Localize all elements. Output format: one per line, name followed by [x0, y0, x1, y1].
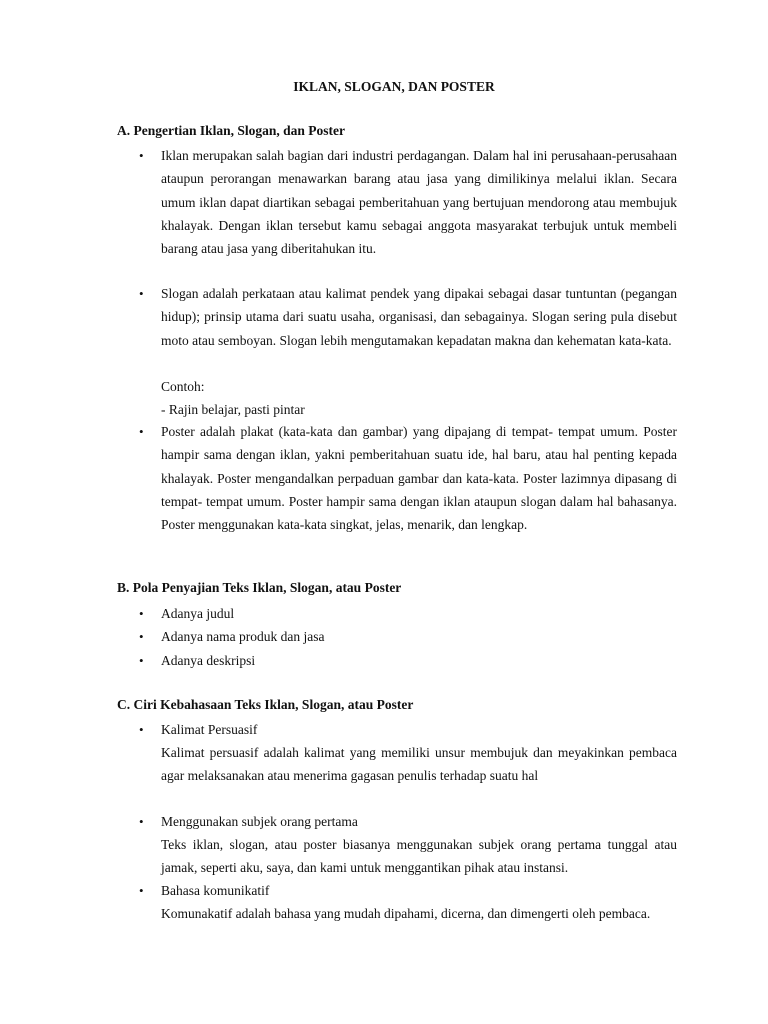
bullet-icon: •: [139, 148, 144, 163]
section-c-heading: C. Ciri Kebahasaan Teks Iklan, Slogan, atau Poster: [117, 697, 414, 712]
list-item-label: Menggunakan subjek orang pertama: [161, 814, 358, 829]
bullet-icon: •: [139, 424, 144, 439]
list-item: Adanya judul: [161, 606, 235, 621]
list-item-text: Teks iklan, slogan, atau poster biasanya menggunakan subjek orang pertama tunggal atau jamak, seperti aku, saya, dan kami untuk menggantikan pihak atau instansi.: [161, 837, 677, 876]
bullet-icon: •: [139, 814, 144, 829]
list-item-label: Bahasa komunikatif: [161, 883, 270, 898]
list-item-label: Kalimat Persuasif: [161, 722, 258, 737]
list-item: Adanya nama produk dan jasa: [161, 629, 325, 644]
bullet-icon: •: [139, 883, 144, 898]
contoh-label: Contoh:: [161, 379, 205, 394]
bullet-icon: •: [139, 722, 144, 737]
list-item-text: Komunakatif adalah bahasa yang mudah dipahami, dicerna, dan dimengerti oleh pembaca.: [161, 906, 651, 921]
iklan-definition: Iklan merupakan salah bagian dari industri perdagangan. Dalam hal ini perusahaan-perusahaan ataupun perorangan menawarkan barang atau jasa yang dimilikinya melalui iklan. Secara umum iklan dapat diartikan sebagai pemberitahuan yang bertujuan mendorong atau membujuk khalayak. Dengan iklan tersebut kamu sebagai anggota masyarakat terbujuk untuk membeli barang atau jasa yang diberitahukan itu.: [161, 148, 677, 257]
contoh-item: - Rajin belajar, pasti pintar: [161, 402, 305, 417]
section-a-heading: A. Pengertian Iklan, Slogan, dan Poster: [117, 123, 346, 138]
slogan-definition: Slogan adalah perkataan atau kalimat pendek yang dipakai sebagai dasar tuntuntan (pegangan hidup); prinsip utama dari suatu usaha, organisasi, dan sebagainya. Slogan sering pula disebut moto atau semboyan. Slogan lebih mengutamakan kepadatan makna dan kehematan kata-kata.: [161, 286, 677, 348]
bullet-icon: •: [139, 606, 144, 621]
list-item-text: Kalimat persuasif adalah kalimat yang memiliki unsur membujuk dan meyakinkan pembaca agar melaksanakan atau menerima gagasan penulis terhadap suatu hal: [161, 745, 677, 784]
bullet-icon: •: [139, 286, 144, 301]
bullet-icon: •: [139, 653, 144, 668]
list-item: Adanya deskripsi: [161, 653, 256, 668]
poster-definition: Poster adalah plakat (kata-kata dan gambar) yang dipajang di tempat- tempat umum. Poster hampir sama dengan iklan, yakni pemberitahuan suatu ide, hal baru, atau hal penting kepada khalayak. Poster mengandalkan perpaduan gambar dan kata-kata. Poster lazimnya dipasang di tempat- tempat umum. Poster hampir sama dengan iklan ataupun slogan dalam hal bahasanya. Poster menggunakan kata-kata singkat, jelas, menarik, dan lengkap.: [161, 424, 677, 533]
section-b-heading: B. Pola Penyajian Teks Iklan, Slogan, atau Poster: [117, 580, 402, 595]
bullet-icon: •: [139, 629, 144, 644]
document-title: IKLAN, SLOGAN, DAN POSTER: [293, 79, 495, 94]
